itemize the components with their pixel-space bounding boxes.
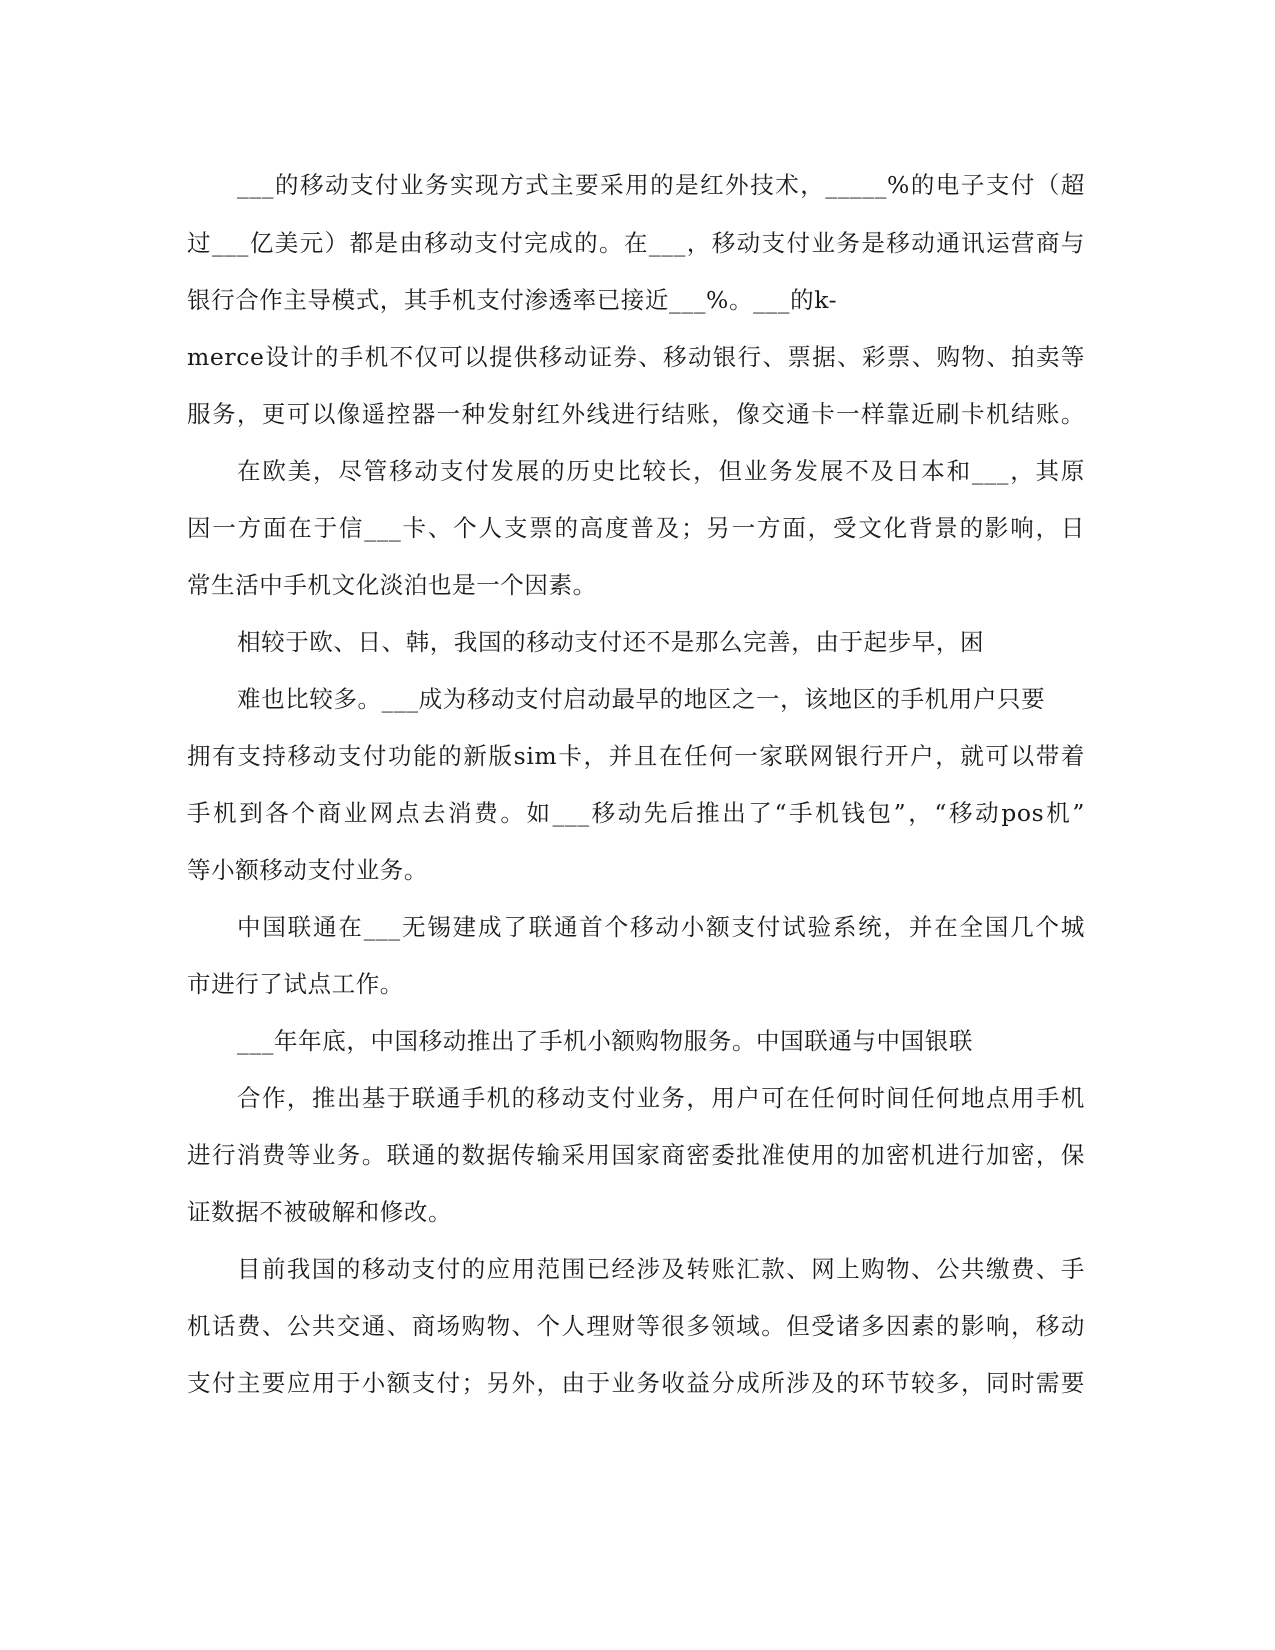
text-line: ___的移动支付业务实现方式主要采用的是红外技术，_____%的电子支付（超 (237, 171, 1085, 199)
text-line: 银行合作主导模式，其手机支付渗透率已接近___%。___的k- (187, 286, 838, 314)
text-line: 等小额移动支付业务。 (187, 856, 428, 884)
text-line: 中国联通在___无锡建成了联通首个移动小额支付试验系统，并在全国几个城 (237, 913, 1085, 941)
text-line: ___年年底，中国移动推出了手机小额购物服务。中国联通与中国银联 (237, 1027, 973, 1055)
text-line: 合作，推出基于联通手机的移动支付业务，用户可在任何时间任何地点用手机 (237, 1084, 1085, 1112)
text-line: 市进行了试点工作。 (187, 970, 404, 998)
text-line: 相较于欧、日、韩，我国的移动支付还不是那么完善，由于起步早，困 (237, 628, 985, 656)
text-line: merce设计的手机不仅可以提供移动证券、移动银行、票据、彩票、购物、拍卖等 (187, 343, 1085, 371)
text-line: 目前我国的移动支付的应用范围已经涉及转账汇款、网上购物、公共缴费、手 (237, 1255, 1085, 1283)
text-line: 进行消费等业务。联通的数据传输采用国家商密委批准使用的加密机进行加密，保 (187, 1141, 1085, 1169)
text-line: 过___亿美元）都是由移动支付完成的。在___，移动支付业务是移动通讯运营商与 (187, 229, 1085, 257)
text-line: 拥有支持移动支付功能的新版sim卡，并且在任何一家联网银行开户，就可以带着 (187, 742, 1085, 770)
text-line: 因一方面在于信___卡、个人支票的高度普及；另一方面，受文化背景的影响，日 (187, 514, 1085, 542)
text-line: 证数据不被破解和修改。 (187, 1198, 453, 1226)
text-line: 服务，更可以像遥控器一种发射红外线进行结账，像交通卡一样靠近刷卡机结账。 (187, 400, 1085, 428)
text-line: 手机到各个商业网点去消费。如___移动先后推出了“手机钱包”，“移动pos机” (187, 799, 1085, 827)
text-line: 在欧美，尽管移动支付发展的历史比较长，但业务发展不及日本和___，其原 (237, 457, 1085, 485)
text-line: 机话费、公共交通、商场购物、个人理财等很多领域。但受诸多因素的影响，移动 (187, 1312, 1085, 1340)
text-line: 支付主要应用于小额支付；另外，由于业务收益分成所涉及的环节较多，同时需要 (187, 1369, 1085, 1397)
text-line: 难也比较多。___成为移动支付启动最早的地区之一，该地区的手机用户只要 (237, 685, 1046, 713)
text-line: 常生活中手机文化淡泊也是一个因素。 (187, 571, 597, 599)
